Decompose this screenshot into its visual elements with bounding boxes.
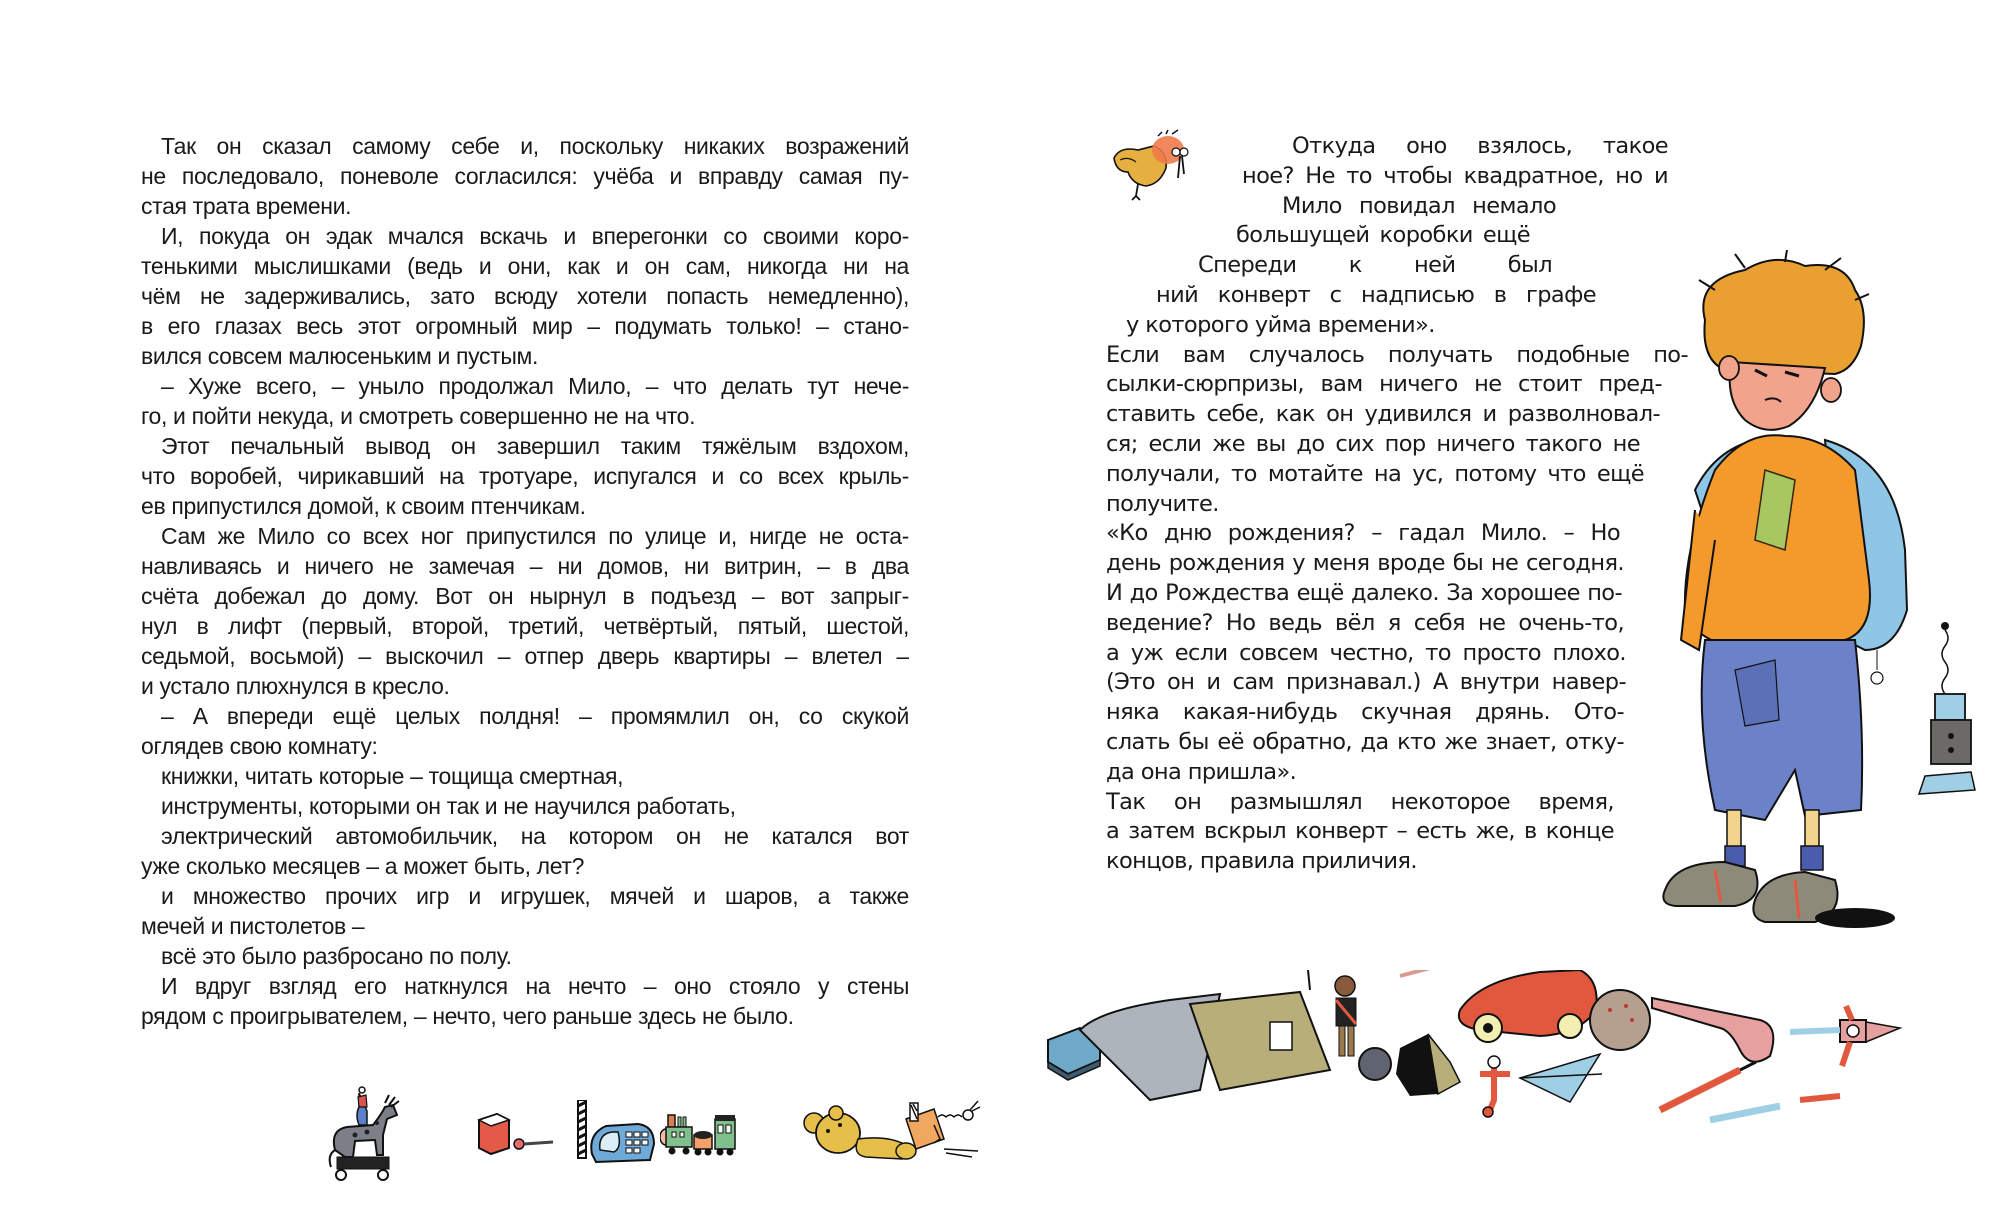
text-line: седьмой, восьмой) – выскочил – отпер дверь квартиры – влетел – <box>141 643 909 669</box>
left-page-text <box>141 131 909 1031</box>
text-line: нул в лифт (первый, второй, третий, четвёртый, пятый, шестой, <box>141 613 909 639</box>
text-line: Если вам случалось получать подобные по- <box>1106 341 1688 368</box>
text-line: «Ко дню рождения? – гадал Мило. – Но <box>1106 520 1620 547</box>
text-line: навливаясь и ничего не замечая – ни домов, ни витрин, – в два <box>141 553 909 579</box>
text-line: и устало плюхнулся в кресло. <box>141 673 450 699</box>
text-line: книжки, читать которые – тощища смертная, <box>161 763 624 789</box>
text-line: Этот печальный вывод он завершил таким тяжёлым вздохом, <box>161 433 909 459</box>
barrier-pole-illustration <box>575 1100 589 1160</box>
text-line: день рождения у меня вроде бы не сегодня. <box>1106 550 1624 577</box>
text-line: электрический автомобильчик, на котором он не катался вот <box>161 823 909 849</box>
text-line: ведение? Но ведь вёл я себя не очень-то, <box>1106 609 1624 636</box>
text-line: тенькими мыслишками (ведь и они, как и он сам, никогда ни на <box>141 253 909 279</box>
toy-train-illustration <box>660 1105 750 1160</box>
text-line: Так он размышлял некоторое время, <box>1106 788 1614 815</box>
text-line: получите. <box>1106 490 1219 517</box>
text-line: рядом с проигрывателем, – нечто, чего раньше здесь не было. <box>141 1003 794 1029</box>
text-line: всё это было разбросано по полу. <box>161 943 512 969</box>
text-line: го, и пойти некуда, и смотреть совершенно не на что. <box>141 403 696 429</box>
text-line: а затем вскрыл конверт – есть же, в конце <box>1106 818 1614 845</box>
text-line: уже сколько месяцев – а может быть, лет? <box>141 853 585 879</box>
text-line: чём не задерживались, зато всюду хотели попасть немедленно), <box>141 283 909 309</box>
text-line: И вдруг взгляд его наткнулся на нечто – оно стояло у стены <box>161 973 909 999</box>
text-line: (Это он и сам признавал.) А внутри навер- <box>1106 669 1626 696</box>
text-line: Спереди к ней был <box>1198 252 1552 279</box>
text-line: слать бы её обратно, да кто же знает, отку- <box>1106 729 1624 755</box>
text-line: – А впереди ещё целых полдня! – промямлил он, со скукой <box>161 703 909 729</box>
text-line: Откуда оно взялось, такое <box>1292 133 1668 159</box>
text-line: И, покуда он эдак мчался вскачь и вперегонки со своими коро- <box>161 223 909 249</box>
rocking-horse-illustration <box>325 1085 405 1190</box>
text-line: ное? Не то чтобы квадратное, но и <box>1242 162 1668 189</box>
text-line: концов, правила приличия. <box>1106 848 1417 875</box>
milo-boy-illustration <box>1655 250 2000 950</box>
text-line: ставить себе, как он удивился и разволновал- <box>1106 401 1660 428</box>
text-line: что воробей, чирикавший на тротуаре, испугался и со всех крыль- <box>141 463 909 489</box>
text-line: И до Рождества ещё далеко. За хорошее по- <box>1106 580 1622 606</box>
text-line: у которого уйма времени». <box>1126 311 1435 338</box>
sparrow-illustration <box>1110 128 1200 203</box>
text-line: Так он сказал самому себе и, поскольку никаких возражений <box>161 133 909 159</box>
text-line: ев припустился домой, к своим птенчикам. <box>141 493 586 519</box>
text-line: в его глазах весь этот огромный мир – подумать только! – стано- <box>141 313 909 339</box>
text-line: счёта добежал до дому. Вот он нырнул в подъезд – вот запрыг- <box>141 583 909 609</box>
right-page <box>1000 0 2000 1224</box>
text-line: а уж если совсем честно, то просто плохо. <box>1106 639 1626 666</box>
text-line: няка какая-нибудь скучная дрянь. Ото- <box>1106 699 1624 726</box>
teddy-bear-and-box-illustration <box>788 1095 988 1175</box>
text-line: Сам же Мило со всех ног припустился по улице и, нигде не оста- <box>161 523 909 549</box>
text-line: ся; если же вы до сих пор ничего такого не <box>1106 431 1640 457</box>
text-line: Мило повидал немало <box>1282 192 1556 219</box>
text-line: да она пришла». <box>1106 758 1297 785</box>
text-line: вился совсем малюсеньким и пустым. <box>141 343 539 369</box>
toy-block-and-mallet-illustration <box>475 1100 555 1160</box>
text-line: оглядев свою комнату: <box>141 733 378 759</box>
floor-toys-illustration <box>1040 970 2000 1140</box>
toy-telephone-illustration <box>588 1120 658 1165</box>
text-line: большущей коробки ещё <box>1236 222 1530 249</box>
text-line: – Хуже всего, – уныло продолжал Мило, – что делать тут нече- <box>161 373 909 399</box>
text-line: стая трата времени. <box>141 193 352 219</box>
text-line: ний конверт с надписью в графе <box>1156 282 1596 308</box>
text-line: сылки-сюрпризы, вам ничего не стоит пред- <box>1106 371 1662 398</box>
text-line: не последовало, поневоле согласился: учёба и вправду самая пу- <box>141 163 909 189</box>
text-line: получали, то мотайте на ус, потому что ещё <box>1106 460 1644 487</box>
text-line: и множество прочих игр и игрушек, мячей и шаров, а также <box>161 883 909 909</box>
text-line: инструменты, которыми он так и не научился работать, <box>161 793 736 819</box>
text-line: мечей и пистолетов – <box>141 913 365 939</box>
